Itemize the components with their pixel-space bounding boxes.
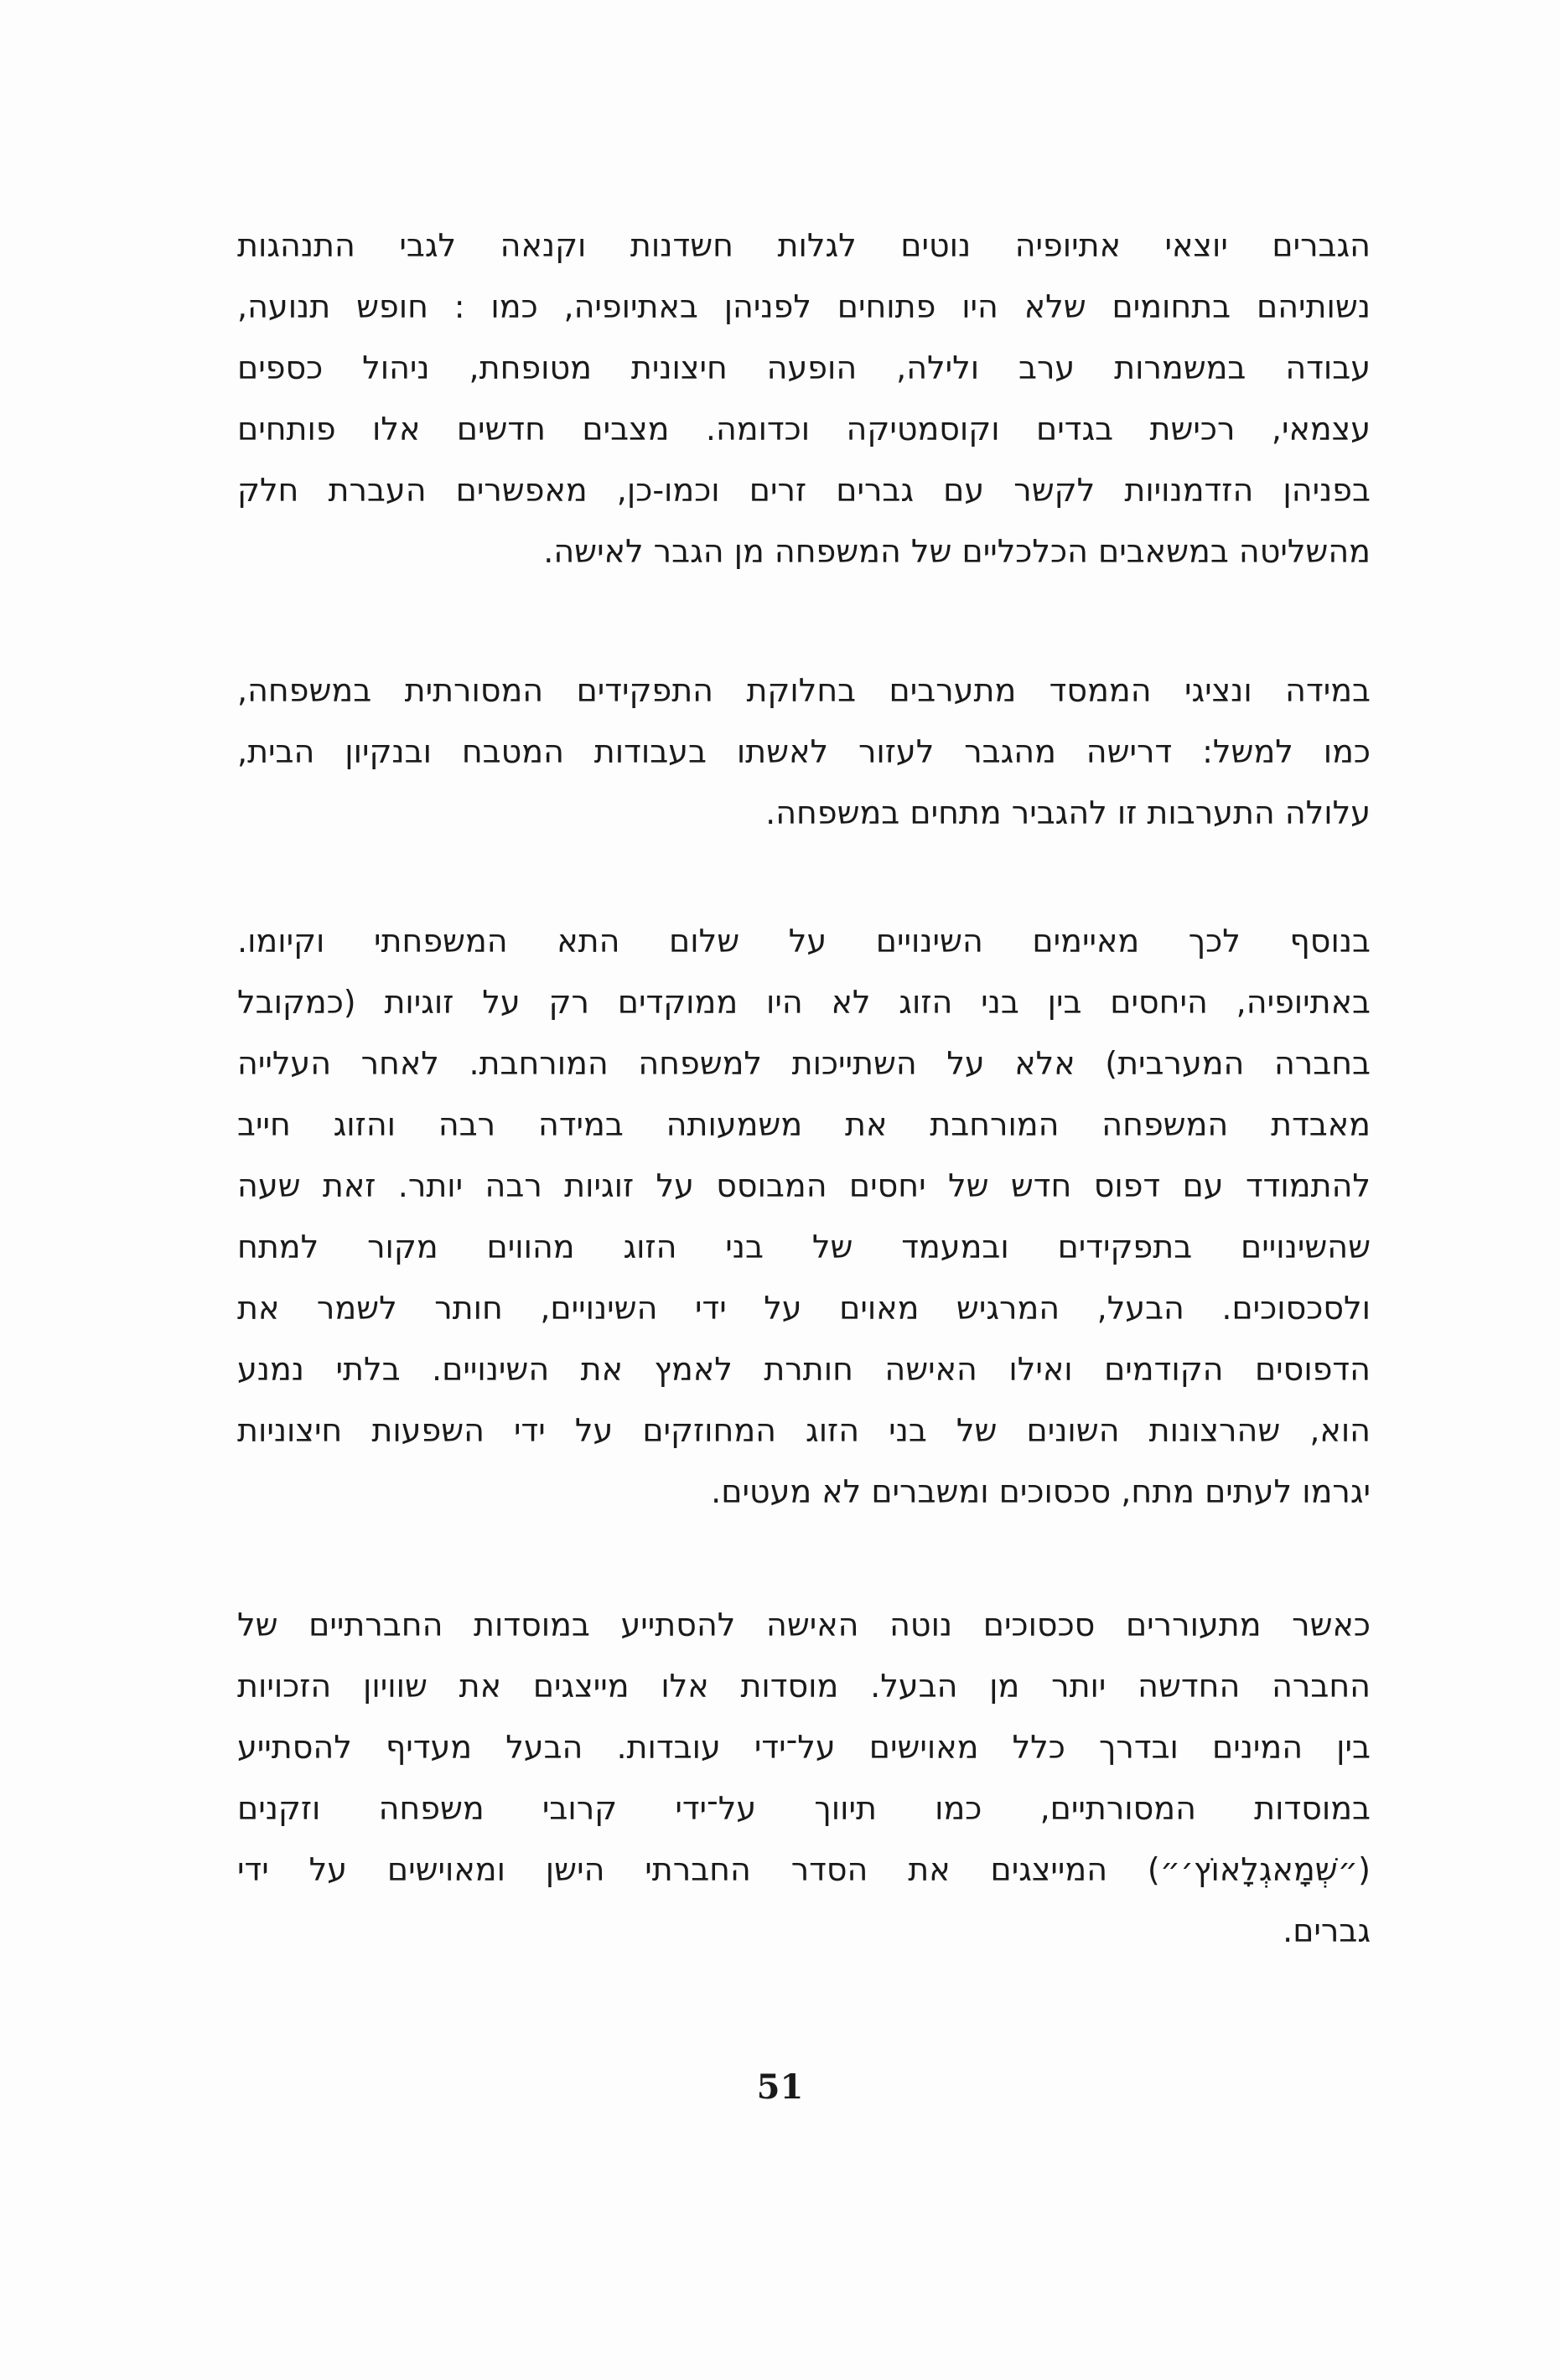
text-line: ולסכסוכים. הבעל, המרגיש מאוים על ידי השינויים, חותר לשמר את	[237, 1290, 1371, 1327]
text-line: כמו למשל: דרישה מהגבר לעזור לאשתו בעבודות המטבח ובנקיון הבית,	[237, 733, 1371, 770]
paragraph-1	[237, 215, 1371, 582]
text-line: הגברים יוצאי אתיופיה נוטים לגלות חשדנות וקנאה לגבי התנהגות	[237, 227, 1371, 264]
text-line: עצמאי, רכישת בגדים וקוסמטיקה וכדומה. מצבים חדשים אלו פותחים	[237, 411, 1371, 448]
text-line: בין המינים ובדרך כלל מאוישים על־ידי עובדות. הבעל מעדיף להסתייע	[237, 1729, 1371, 1766]
text-line: כאשר מתעוררים סכסוכים נוטה האישה להסתייע במוסדות החברתיים של	[237, 1606, 1371, 1643]
text-line: בפניהן הזדמנויות לקשר עם גברים זרים וכמו-כן, מאפשרים העברת חלק	[237, 472, 1371, 509]
text-line: הוא, שהרצונות השונים של בני הזוג המחוזקים על ידי השפעות חיצוניות	[237, 1412, 1371, 1449]
text-line: בחברה המערבית) אלא על השתייכות למשפחה המורחבת. לאחר העלייה	[237, 1045, 1371, 1082]
text-line: נשותיהם בתחומים שלא היו פתוחים לפניהן באתיופיה, כמו : חופש תנועה,	[237, 288, 1371, 325]
text-line: להתמודד עם דפוס חדש של יחסים המבוסס על זוגיות רבה יותר. זאת שעה	[237, 1167, 1371, 1204]
paragraph-3	[237, 911, 1371, 1523]
paragraph-2	[237, 660, 1371, 844]
text-line: במידה ונציגי הממסד מתערבים בחלוקת התפקידים המסורתית במשפחה,	[237, 672, 1371, 709]
text-line: שהשינויים בתפקידים ובמעמד של בני הזוג מהווים מקור למתח	[237, 1229, 1371, 1265]
text-line: מהשליטה במשאבים הכלכליים של המשפחה מן הגבר לאישה.	[543, 533, 1371, 570]
text-line: במוסדות המסורתיים, כמו תיווך על־ידי קרובי משפחה וזקנים	[237, 1790, 1371, 1827]
text-line: (״שְׁמָאגְלָאוֹץ׳״) המייצגים את הסדר החברתי הישן ומאוישים על ידי	[237, 1851, 1371, 1888]
paragraph-4	[237, 1595, 1371, 1962]
text-line: גברים.	[1283, 1912, 1371, 1949]
page-number: 51	[756, 2067, 804, 2107]
text-line: החברה החדשה יותר מן הבעל. מוסדות אלו מייצגים את שוויון הזכויות	[237, 1668, 1371, 1705]
text-line: מאבדת המשפחה המורחבת את משמעותה במידה רבה והזוג חייב	[237, 1106, 1371, 1143]
text-line: יגרמו לעתים מתח, סכסוכים ומשברים לא מעטים.	[711, 1473, 1371, 1510]
text-line: באתיופיה, היחסים בין בני הזוג לא היו ממוקדים רק על זוגיות (כמקובל	[237, 984, 1371, 1021]
text-line: עלולה התערבות זו להגביר מתחים במשפחה.	[765, 794, 1371, 831]
text-line: הדפוסים הקודמים ואילו האישה חותרת לאמץ את השינויים. בלתי נמנע	[237, 1351, 1371, 1388]
text-line: בנוסף לכך מאיימים השינויים על שלום התא המשפחתי וקיומו.	[237, 923, 1371, 960]
text-line: עבודה במשמרות ערב ולילה, הופעה חיצונית מטופחת, ניהול כספים	[237, 349, 1371, 386]
